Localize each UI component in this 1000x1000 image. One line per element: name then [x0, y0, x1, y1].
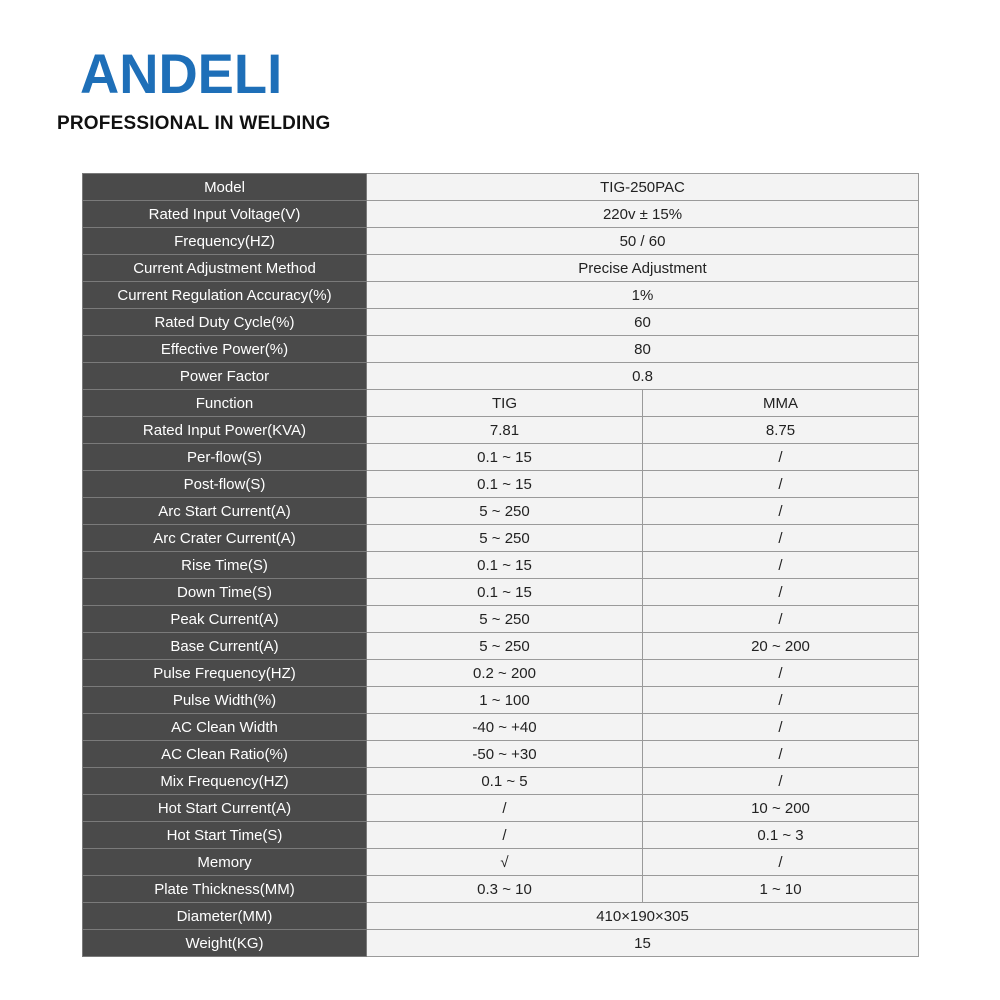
- spec-label: Per-flow(S): [83, 444, 367, 471]
- spec-label: Model: [83, 174, 367, 201]
- spec-value-tig: 5 ~ 250: [367, 525, 643, 552]
- spec-value-mma: /: [643, 498, 919, 525]
- spec-row: [83, 444, 919, 471]
- spec-label: Hot Start Time(S): [83, 822, 367, 849]
- spec-row: [83, 390, 919, 417]
- spec-value-mma: 20 ~ 200: [643, 633, 919, 660]
- spec-value-tig: 0.1 ~ 15: [367, 579, 643, 606]
- spec-row: [83, 498, 919, 525]
- spec-value-tig: /: [367, 795, 643, 822]
- spec-row: [83, 309, 919, 336]
- spec-value-tig: 0.1 ~ 15: [367, 552, 643, 579]
- spec-label: Current Regulation Accuracy(%): [83, 282, 367, 309]
- spec-row: [83, 822, 919, 849]
- spec-table: [82, 173, 919, 957]
- spec-label: Rated Duty Cycle(%): [83, 309, 367, 336]
- spec-label: Post-flow(S): [83, 471, 367, 498]
- spec-row: [83, 768, 919, 795]
- spec-row: [83, 633, 919, 660]
- spec-value-mma: /: [643, 714, 919, 741]
- spec-label: Rated Input Power(KVA): [83, 417, 367, 444]
- spec-row: [83, 660, 919, 687]
- spec-value-tig: 0.3 ~ 10: [367, 876, 643, 903]
- spec-label: Base Current(A): [83, 633, 367, 660]
- spec-value: 50 / 60: [367, 228, 919, 255]
- spec-row: [83, 174, 919, 201]
- spec-value-mma: /: [643, 471, 919, 498]
- spec-value-tig: 0.2 ~ 200: [367, 660, 643, 687]
- spec-value-tig: 0.1 ~ 15: [367, 471, 643, 498]
- spec-row: [83, 687, 919, 714]
- spec-value-mma: /: [643, 660, 919, 687]
- brand-tagline: PROFESSIONAL IN WELDING: [57, 113, 331, 134]
- spec-value-mma: /: [643, 444, 919, 471]
- spec-value-mma: MMA: [643, 390, 919, 417]
- spec-value-tig: /: [367, 822, 643, 849]
- spec-value-mma: /: [643, 552, 919, 579]
- spec-value-tig: √: [367, 849, 643, 876]
- spec-value: Precise Adjustment: [367, 255, 919, 282]
- spec-row: [83, 930, 919, 957]
- spec-label: Arc Start Current(A): [83, 498, 367, 525]
- spec-value-mma: 0.1 ~ 3: [643, 822, 919, 849]
- spec-value-tig: -40 ~ +40: [367, 714, 643, 741]
- spec-value: 15: [367, 930, 919, 957]
- spec-label: Memory: [83, 849, 367, 876]
- spec-row: [83, 606, 919, 633]
- spec-row: [83, 552, 919, 579]
- spec-row: [83, 525, 919, 552]
- spec-label: Current Adjustment Method: [83, 255, 367, 282]
- spec-label: Rise Time(S): [83, 552, 367, 579]
- spec-value-mma: /: [643, 768, 919, 795]
- spec-value-mma: /: [643, 849, 919, 876]
- spec-row: [83, 795, 919, 822]
- spec-label: Rated Input Voltage(V): [83, 201, 367, 228]
- spec-row: [83, 471, 919, 498]
- spec-value-tig: 5 ~ 250: [367, 633, 643, 660]
- spec-value-tig: -50 ~ +30: [367, 741, 643, 768]
- spec-value-mma: /: [643, 741, 919, 768]
- spec-value-tig: 0.1 ~ 5: [367, 768, 643, 795]
- spec-label: Arc Crater Current(A): [83, 525, 367, 552]
- spec-value-tig: 7.81: [367, 417, 643, 444]
- spec-value-tig: 5 ~ 250: [367, 606, 643, 633]
- spec-value-tig: 1 ~ 100: [367, 687, 643, 714]
- spec-row: [83, 579, 919, 606]
- spec-row: [83, 363, 919, 390]
- spec-label: Down Time(S): [83, 579, 367, 606]
- spec-row: [83, 336, 919, 363]
- spec-value-mma: /: [643, 687, 919, 714]
- spec-label: Pulse Frequency(HZ): [83, 660, 367, 687]
- spec-value-tig: 0.1 ~ 15: [367, 444, 643, 471]
- spec-value-mma: 10 ~ 200: [643, 795, 919, 822]
- spec-value: 60: [367, 309, 919, 336]
- spec-label: Diameter(MM): [83, 903, 367, 930]
- spec-label: Power Factor: [83, 363, 367, 390]
- spec-value: 410×190×305: [367, 903, 919, 930]
- spec-label: AC Clean Ratio(%): [83, 741, 367, 768]
- spec-row: [83, 849, 919, 876]
- brand-logo: ANDELI: [80, 42, 283, 105]
- spec-value-tig: 5 ~ 250: [367, 498, 643, 525]
- spec-row: [83, 255, 919, 282]
- spec-row: [83, 876, 919, 903]
- spec-row: [83, 201, 919, 228]
- spec-label: AC Clean Width: [83, 714, 367, 741]
- spec-row: [83, 741, 919, 768]
- spec-table-body: [83, 174, 919, 957]
- spec-value: 220v ± 15%: [367, 201, 919, 228]
- spec-value: 1%: [367, 282, 919, 309]
- spec-value-mma: /: [643, 579, 919, 606]
- spec-label: Frequency(HZ): [83, 228, 367, 255]
- spec-value-mma: /: [643, 525, 919, 552]
- spec-value-mma: /: [643, 606, 919, 633]
- spec-row: [83, 228, 919, 255]
- spec-label: Pulse Width(%): [83, 687, 367, 714]
- spec-label: Plate Thickness(MM): [83, 876, 367, 903]
- spec-row: [83, 714, 919, 741]
- spec-label: Function: [83, 390, 367, 417]
- spec-label: Weight(KG): [83, 930, 367, 957]
- spec-value: TIG-250PAC: [367, 174, 919, 201]
- spec-row: [83, 417, 919, 444]
- spec-label: Peak Current(A): [83, 606, 367, 633]
- spec-label: Mix Frequency(HZ): [83, 768, 367, 795]
- spec-row: [83, 282, 919, 309]
- spec-label: Hot Start Current(A): [83, 795, 367, 822]
- spec-value-mma: 1 ~ 10: [643, 876, 919, 903]
- spec-row: [83, 903, 919, 930]
- spec-label: Effective Power(%): [83, 336, 367, 363]
- spec-value-tig: TIG: [367, 390, 643, 417]
- spec-value-mma: 8.75: [643, 417, 919, 444]
- spec-value: 80: [367, 336, 919, 363]
- spec-value: 0.8: [367, 363, 919, 390]
